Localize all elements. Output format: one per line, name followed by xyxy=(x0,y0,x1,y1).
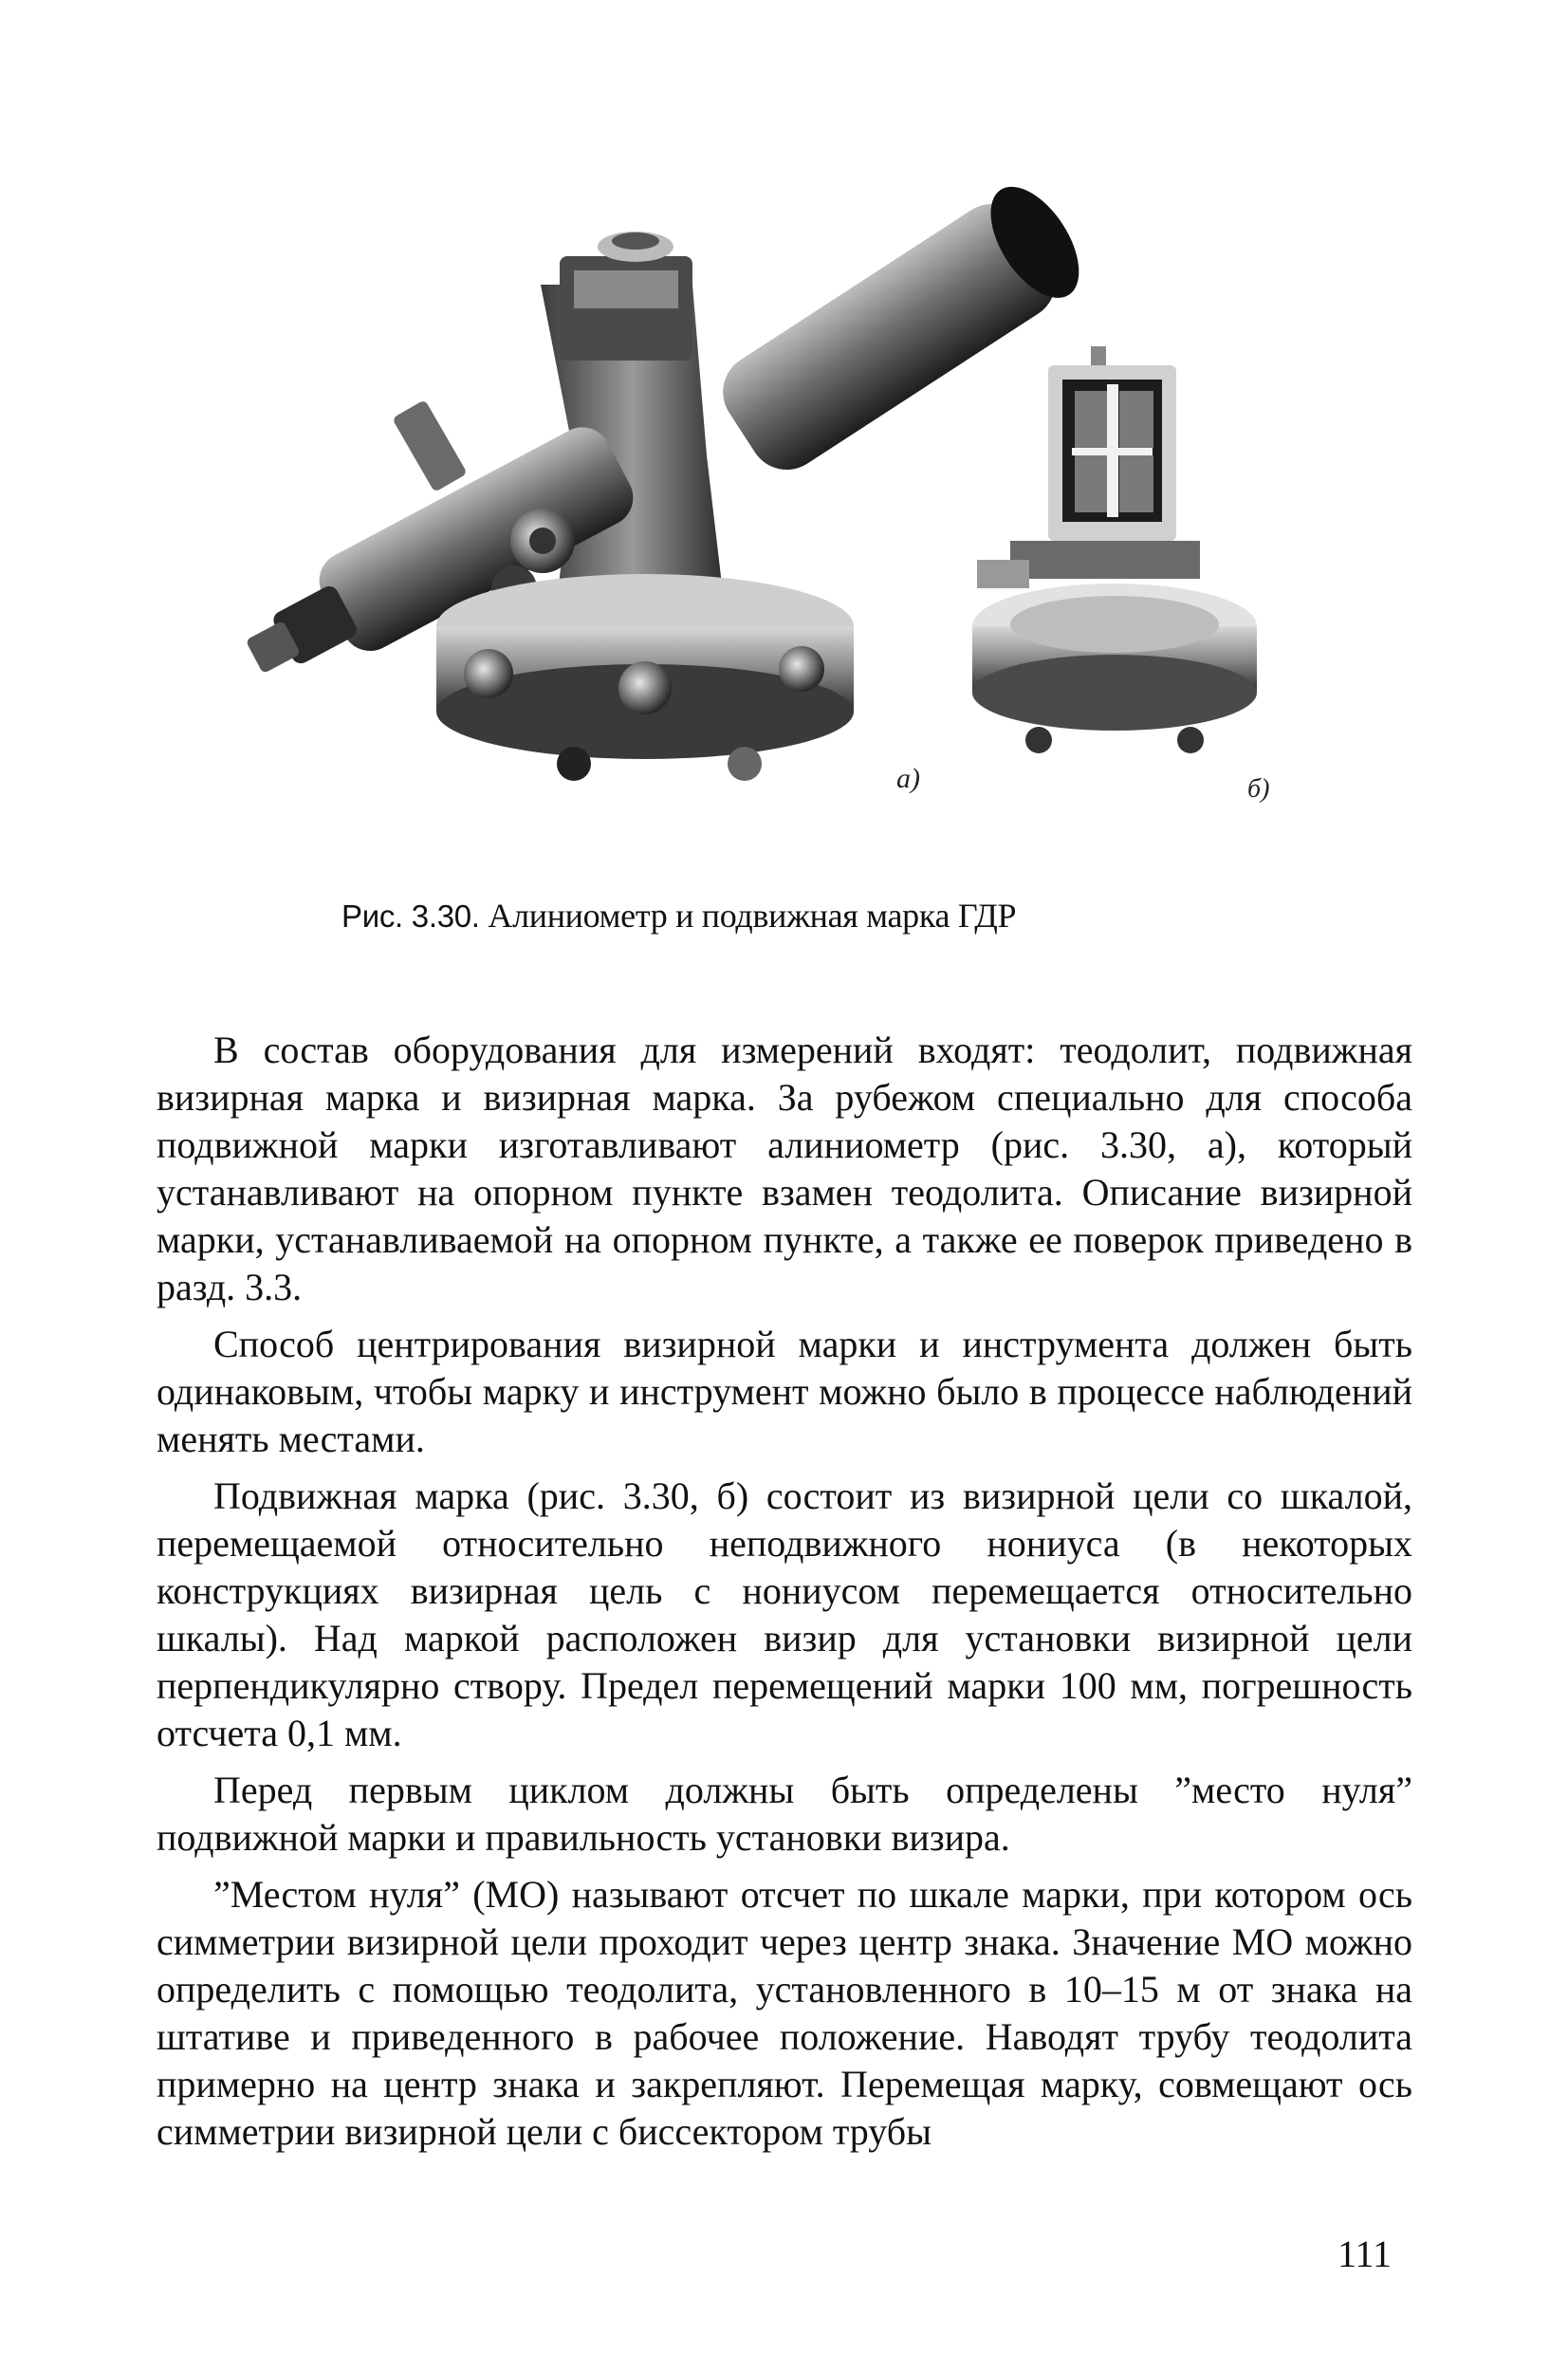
movable-target-image xyxy=(972,346,1257,753)
alignment-instrument-image xyxy=(230,172,1097,781)
page-number: 111 xyxy=(1337,2233,1393,2275)
figure-illustration xyxy=(213,171,1309,901)
paragraph: Подвижная марка (рис. 3.30, б) состоит из визирной цели со шкалой, перемещаемой относительно неподвижного нониуса (в некоторых конструкциях визирная цель с нониусом перемещается относительно шкалы). Над маркой расположен визир для установки визирной цели перпендикулярно створу. Предел перемещений марки 100 мм, погрешность отсчета 0,1 мм. xyxy=(157,1474,1412,1754)
body-text xyxy=(157,1027,1412,2165)
figure-label-b: б) xyxy=(1247,774,1270,804)
paragraph: Перед первым циклом должны быть определены ”место нуля” подвижной марки и правильность установки визира. xyxy=(157,1769,1412,1859)
paragraph: ”Местом нуля” (МО) называют отсчет по шкале марки, при котором ось симметрии визирной цели проходит через центр знака. Значение МО можно определить с помощью теодолита, установленного в 10–15 м от знака на штативе и приведенного в рабочее положение. Наводят трубу теодолита примерно на центр знака и закрепляют. Перемещая марку, совмещают ось симметрии визирной цели с биссектором трубы xyxy=(157,1873,1412,2153)
figure-caption xyxy=(341,896,1195,936)
figure-label-a: а) xyxy=(896,763,920,794)
figure-caption-text: Алиниометр и подвижная марка ГДР xyxy=(488,897,1017,935)
paragraph: Способ центрирования визирной марки и инструмента должен быть одинаковым, чтобы марку и инструмент можно было в процессе наблюдений менять местами. xyxy=(157,1323,1412,1460)
figure-alignment-instrument xyxy=(213,171,1309,901)
paragraph: В состав оборудования для измерений входят: теодолит, подвижная визирная марка и визирная марка. За рубежом специально для способа подвижной марки изготавливают алиниометр (рис. 3.30, а), который устанавливают на опорном пункте взамен теодолита. Описание визирной марки, устанавливаемой на опорном пункте, а также ее поверок приведено в разд. 3.3. xyxy=(157,1029,1412,1308)
figure-caption-label: Рис. 3.30. xyxy=(341,899,480,934)
